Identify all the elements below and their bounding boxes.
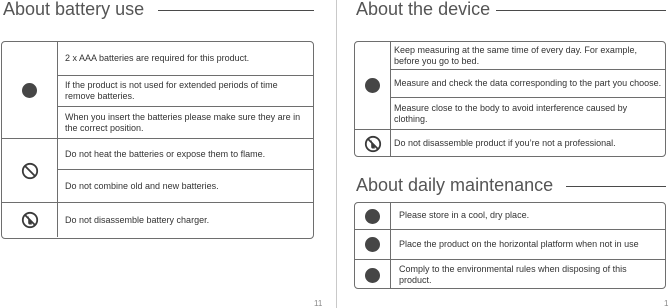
battery-section-title: About battery use xyxy=(3,0,145,19)
device-group-general xyxy=(355,42,665,130)
maintenance-table xyxy=(354,202,666,289)
maintenance-icon-cell-3 xyxy=(355,260,391,289)
maintenance-row-dispose: Comply to the environmental rules when disposing of this product. xyxy=(399,264,627,285)
battery-prohibited-icon-cell xyxy=(2,139,58,202)
device-row-time: Keep measuring at the same time of every day. For example, before you go to bed. xyxy=(391,42,665,70)
device-row-professional: Do not disassemble product if you’re not a professional. xyxy=(394,138,616,148)
device-row-part: Measure and check the data corresponding to the part you choose. xyxy=(391,70,665,98)
battery-table xyxy=(1,41,314,239)
maintenance-row-dispose-group xyxy=(355,260,665,289)
device-row-clothing: Measure close to the body to avoid interference caused by clothing. xyxy=(394,102,628,124)
maintenance-icon-cell-1 xyxy=(355,203,391,229)
maintenance-section-title: About daily maintenance xyxy=(356,175,554,195)
maintenance-title-rule xyxy=(566,186,666,187)
battery-row-combine: Do not combine old and new batteries. xyxy=(65,180,219,191)
battery-group-prohibited xyxy=(2,139,313,203)
filled-circle-icon xyxy=(365,237,380,252)
device-section-title: About the device xyxy=(356,0,491,19)
maintenance-icon-cell-2 xyxy=(355,230,391,259)
maintenance-row-platform-group xyxy=(355,230,665,260)
page-number-right: 1 xyxy=(664,299,669,308)
battery-general-icon-cell xyxy=(2,42,58,138)
battery-row-heat: Do not heat the batteries or expose them to flame. xyxy=(58,139,313,170)
battery-row-aaa: 2 x AAA batteries are required for this product. xyxy=(58,42,313,76)
battery-group-charger xyxy=(2,203,313,237)
filled-circle-icon xyxy=(365,268,380,283)
no-disassemble-icon xyxy=(21,211,39,229)
device-general-icon-cell xyxy=(355,42,391,129)
battery-row-charger: Do not disassemble battery charger. xyxy=(65,214,210,225)
battery-charger-icon-cell xyxy=(2,203,58,237)
battery-title-rule xyxy=(158,10,314,11)
battery-group-general xyxy=(2,42,313,139)
device-table xyxy=(354,41,666,157)
page-divider xyxy=(336,0,337,308)
battery-row-remove: If the product is not used for extended periods of time remove batteries. xyxy=(58,76,313,107)
page-number-left: 11 xyxy=(314,299,323,308)
battery-row-position: When you insert the batteries please make sure they are in the correct position. xyxy=(65,111,301,133)
device-title-rule xyxy=(496,10,666,11)
no-disassemble-icon xyxy=(364,135,382,153)
filled-circle-icon xyxy=(22,83,37,98)
device-disassemble-icon-cell xyxy=(355,130,391,157)
prohibited-icon xyxy=(21,162,39,180)
maintenance-row-store: Please store in a cool, dry place. xyxy=(399,210,530,220)
filled-circle-icon xyxy=(365,209,380,224)
maintenance-row-store-group xyxy=(355,203,665,230)
maintenance-row-platform: Place the product on the horizontal platform when not in use xyxy=(399,238,639,249)
filled-circle-icon xyxy=(365,78,380,93)
device-group-disassemble xyxy=(355,130,665,157)
